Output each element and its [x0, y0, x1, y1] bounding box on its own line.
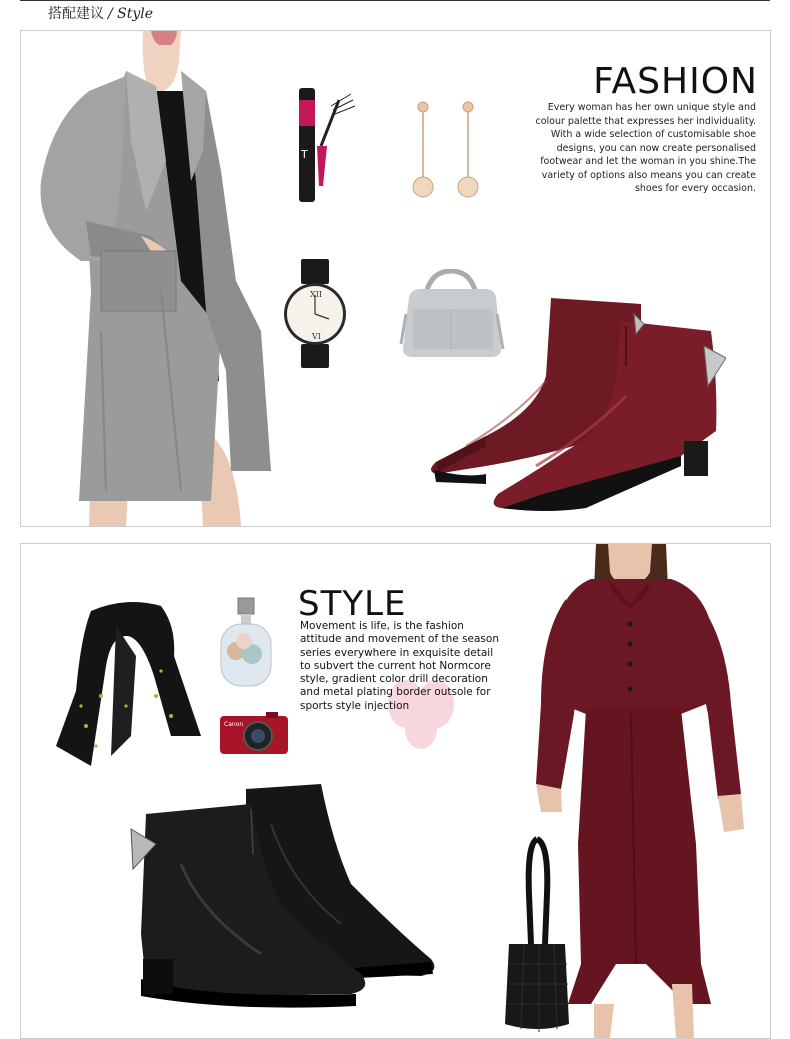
fashion-description: Every woman has her own unique style and colour palette that expresses her individuality. With a wide selection of customisable shoe designs, you can now create personalised footwear and let the woman in you shine.The variety of options also means you can create shoes for every occasion.	[535, 102, 756, 194]
style-description: Movement is life, is the fashion attitude and movement of the season series everywhere in exquisite detail to subvert the current hot Normcore style, gradient color drill decoration and metal plating border outsole for sports style injection	[300, 620, 499, 712]
svg-text:T: T	[301, 148, 308, 161]
header-title-cn: 搭配建议	[48, 6, 104, 22]
wristwatch-image	[281, 259, 351, 369]
svg-text:VI: VI	[312, 332, 321, 341]
section-header	[48, 3, 153, 23]
red-camera-image	[218, 710, 290, 756]
style-panel	[20, 543, 771, 1039]
style-heading: STYLE	[298, 584, 407, 624]
black-bucket-bag-image	[499, 834, 574, 1034]
svg-text:Canon: Canon	[224, 721, 244, 728]
black-ankle-boots-image	[111, 784, 441, 1029]
mascara-image	[291, 86, 361, 206]
woman-in-grey-coat-image	[31, 31, 281, 526]
burgundy-ankle-boots-image	[426, 286, 726, 521]
drop-earrings-image	[406, 99, 486, 204]
svg-text:XII: XII	[310, 290, 323, 299]
perfume-bottle-image	[216, 596, 276, 691]
fashion-panel	[20, 30, 771, 527]
fashion-heading: FASHION	[593, 61, 758, 102]
header-title-en: / Style	[108, 6, 154, 22]
header-rule	[20, 0, 770, 1]
black-star-scarf-image	[56, 596, 206, 771]
